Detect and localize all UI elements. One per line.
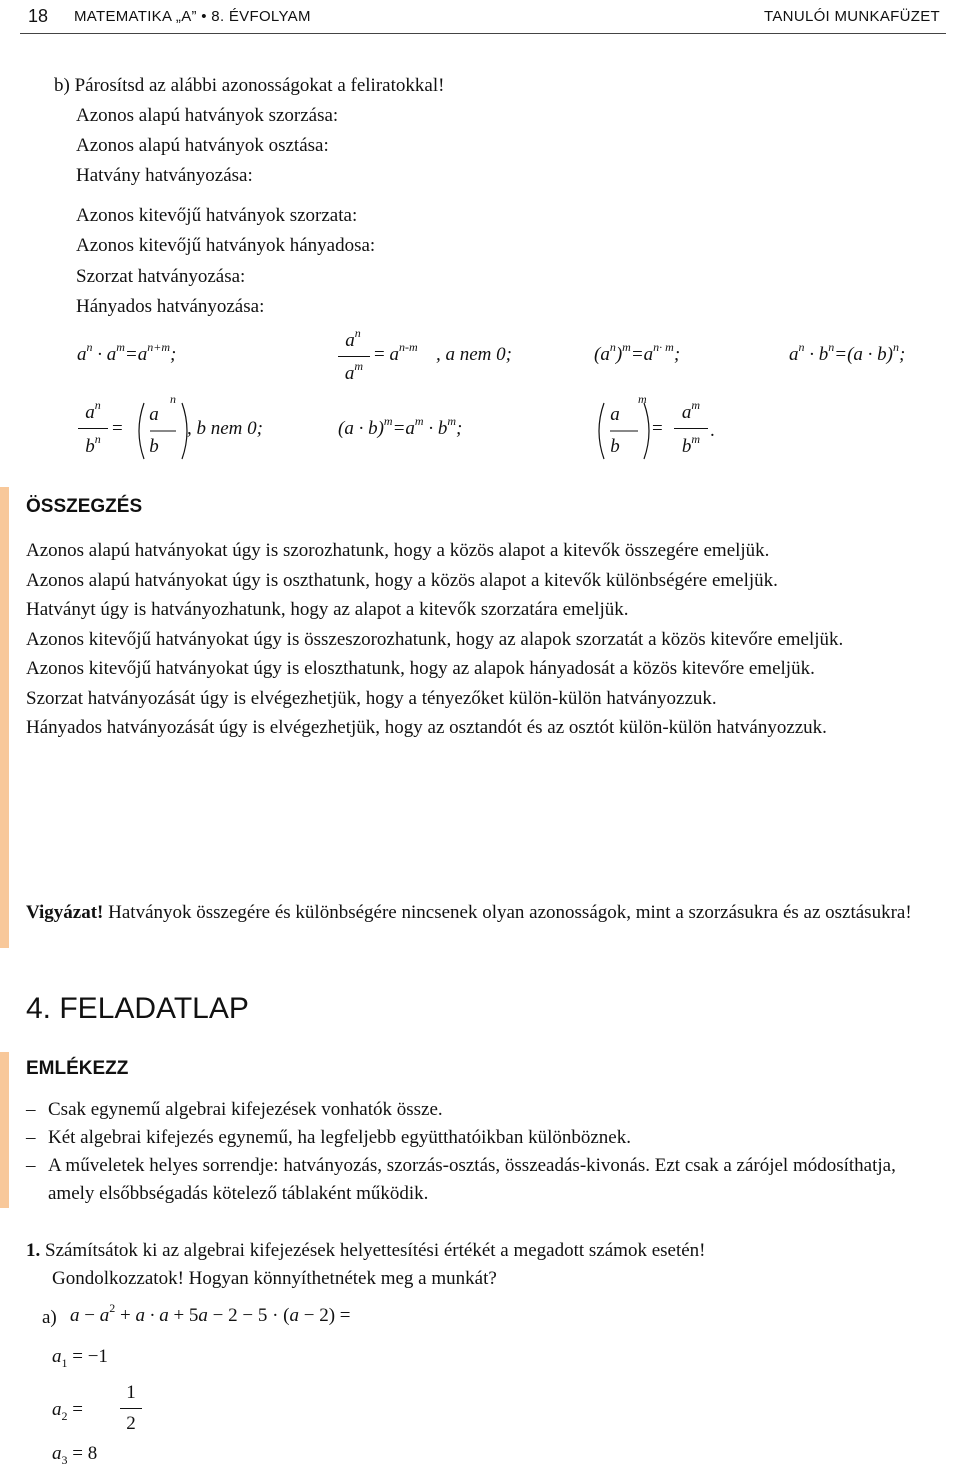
summary-accent-bar	[0, 487, 9, 948]
label-1: Azonos alapú hatványok szorzása:	[76, 105, 339, 126]
value-a1-text: = −1	[72, 1346, 108, 1367]
summary-heading: ÖSSZEGZÉS	[26, 496, 143, 517]
remember-item: A műveletek helyes sorrendje: hatványozás, szorzás-osztás, összeadás-kivonás. Ezt csak a zárójel módosíthatja, amely elsőbbségadás kötelező táblaként működik.	[48, 1155, 896, 1204]
equals-sign: =	[112, 418, 123, 439]
task-1a-expression: $a - a^2 + a \cdot a + 5a - 2 - 5 \cdot (a - 2)$ =	[70, 1301, 351, 1326]
frac-den-b-2: b	[610, 436, 620, 457]
warning-label: Vigyázat!	[26, 902, 104, 923]
label-5: Azonos kitevőjű hatványok hányadosa:	[76, 235, 376, 256]
label-2: Azonos alapú hatványok osztása:	[76, 135, 329, 156]
label-4: Azonos kitevőjű hatványok szorzata:	[76, 205, 358, 226]
page-number: 18	[28, 6, 49, 26]
frac-den-bm: $b^m$	[681, 432, 701, 457]
summary-paragraph: Hatványt úgy is hatványozhatunk, hogy az alapot a kitevők szorzatára emeljük.	[26, 599, 629, 620]
fraction-bar	[338, 356, 370, 357]
value-a2-den: 2	[126, 1413, 136, 1434]
summary-paragraph: Azonos kitevőjű hatványokat úgy is összeszorozhatunk, hogy az alapok szorzatát a közös kitevőre emeljük.	[26, 628, 844, 650]
task-1-text: Számítsátok ki az algebrai kifejezések helyettesítési értékét a megadott számok esetén!	[40, 1240, 706, 1261]
remember-item: Csak egynemű algebrai kifejezések vonhatók össze.	[48, 1099, 443, 1120]
remember-dash: –	[26, 1155, 36, 1176]
value-a3: $a_3 = 8$	[52, 1443, 98, 1467]
book-title: MATEMATIKA „A” • 8. ÉVFOLYAM	[74, 8, 311, 25]
frac-num-an: $a^n$	[345, 326, 361, 351]
frac-den-am: $a^m$	[344, 359, 364, 384]
identity-power-of-power: $(a^n)^m=a^{n\cdot m}$;	[594, 340, 681, 365]
equals-sign: =	[652, 418, 663, 439]
fraction-bar	[120, 1408, 142, 1409]
value-a3-text: = 8	[72, 1443, 98, 1464]
warning	[26, 898, 944, 928]
summary-paragraph: Azonos kitevőjű hatványokat úgy is eloszthatunk, hogy az alapok hányadosát a közös kitevőre emeljük.	[26, 658, 815, 679]
identity-product-same-base: $a^n \cdot a^m=a^{n+m}$;	[77, 340, 177, 365]
label-6: Szorzat hatványozása:	[76, 266, 246, 287]
remember-dash: –	[26, 1099, 36, 1120]
frac-num-am: $a^m$	[681, 398, 701, 423]
summary-body	[26, 536, 944, 743]
exponent-m: m	[638, 392, 647, 406]
identity-product-same-exponent: $a^n \cdot b^n=(a \cdot b)^n$;	[789, 340, 906, 365]
summary-paragraph: Szorzat hatványozását úgy is elvégezhetjük, hogy a tényezőket külön-külön hatványozzuk.	[26, 687, 717, 709]
task-b-prompt: b) Párosítsd az alábbi azonosságokat a feliratokkal!	[54, 75, 445, 96]
value-a2: $a_2$ =	[52, 1399, 83, 1423]
fraction-bar	[674, 428, 708, 429]
remember-heading: EMLÉKEZZ	[26, 1058, 129, 1079]
book-subtitle: TANULÓI MUNKAFÜZET	[764, 8, 940, 25]
identity-quotient-same-base: = $a^{n-m}$	[374, 340, 418, 365]
frac-den-b: b	[149, 436, 159, 457]
worksheet-title: 4. FELADATLAP	[26, 992, 249, 1025]
task-1-number: 1.	[26, 1240, 41, 1261]
frac-den-bn: $b^n$	[85, 432, 101, 457]
summary-paragraph: Hányados hatványozását úgy is elvégezhetjük, hogy az osztandót és az osztót külön-külön hatványozzuk.	[26, 717, 827, 738]
frac-num-a: a	[149, 404, 159, 425]
task-1-hint: Gondolkozzatok! Hogyan könnyíthetnétek meg a munkát?	[52, 1268, 497, 1289]
header-rule	[20, 33, 946, 34]
remember-item: Két algebrai kifejezés egynemű, ha legfeljebb együtthatóikban különböznek.	[48, 1127, 631, 1148]
identity-power-of-product: $(a \cdot b)^m=a^m \cdot b^m$;	[338, 414, 463, 439]
label-7: Hányados hatványozása:	[76, 296, 265, 317]
task-1	[26, 1238, 706, 1264]
fraction-bar	[78, 428, 108, 429]
remember-dash: –	[26, 1127, 36, 1148]
task-1a-label: a)	[42, 1307, 57, 1328]
summary-paragraph: Azonos alapú hatványokat úgy is oszthatunk, hogy a közös alapot a kitevők különbségére emeljük.	[26, 569, 778, 591]
page-header	[0, 0, 960, 36]
exponent-n: n	[170, 392, 176, 406]
value-a1: $a_1 = -1$	[52, 1346, 108, 1370]
remember-accent-bar	[0, 1052, 9, 1208]
frac-num-a-2: a	[610, 404, 620, 425]
summary-paragraph: Azonos alapú hatványokat úgy is szorozhatunk, hogy a közös alapot a kitevők összegére emeljük.	[26, 540, 770, 561]
condition-b-nonzero: , b nem 0;	[187, 418, 263, 439]
label-3: Hatvány hatványozása:	[76, 165, 253, 186]
warning-text: Hatványok összegére és különbségére nincsenek olyan azonosságok, mint a szorzásukra és az osztásukra!	[103, 902, 912, 923]
period: .	[710, 420, 715, 441]
condition-a-nonzero: , a nem 0;	[436, 344, 512, 365]
value-a2-num: 1	[126, 1382, 136, 1403]
frac-num-an-2: $a^n$	[85, 398, 101, 423]
